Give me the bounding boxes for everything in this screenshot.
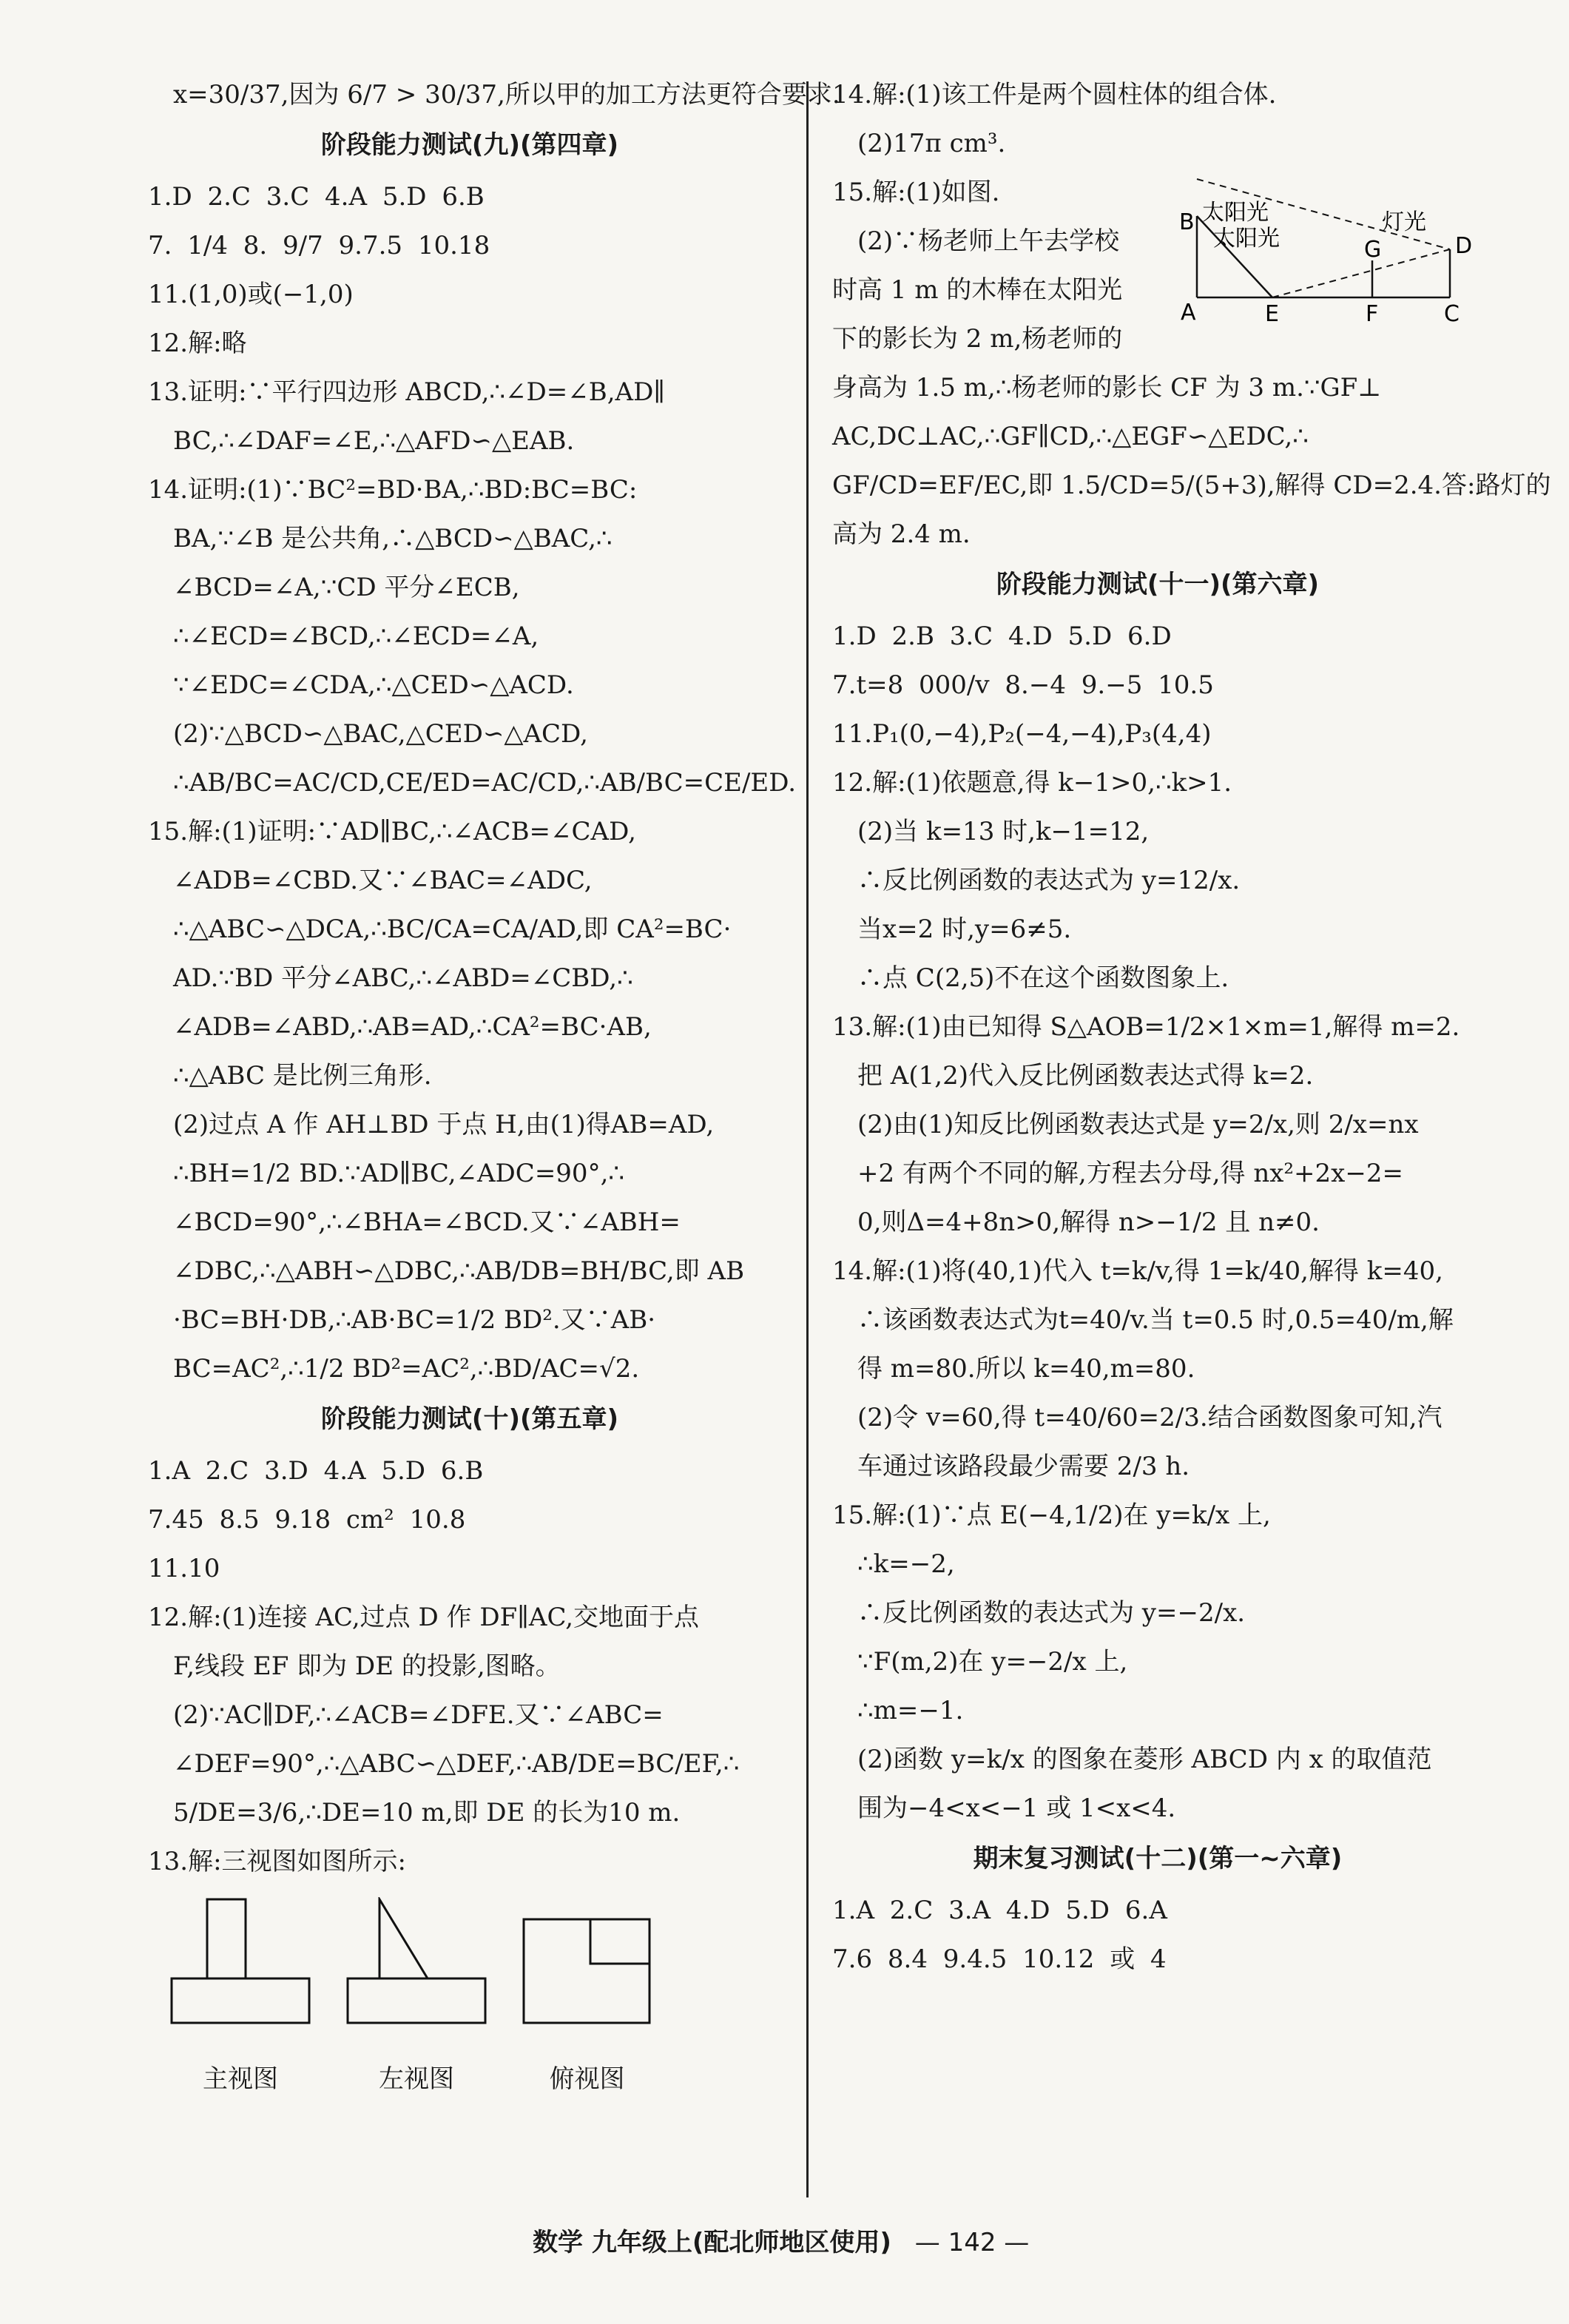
line: ∴∠ECD=∠BCD,∴∠ECD=∠A, [173,622,539,651]
page-footer [533,2222,1029,2258]
line: F,线段 EF 即为 DE 的投影,图略。 [173,1651,561,1681]
front-view-drawing [170,1897,311,2049]
point-g: G [1364,237,1382,263]
lamp-shadow-figure [1176,172,1472,327]
line: 12.解:(1)连接 AC,过点 D 作 DF∥AC,交地面于点 [148,1603,700,1632]
answer-row: 12.解:略 [148,329,247,358]
section-heading: 期末复习测试(十二)(第一~六章) [973,1844,1343,1873]
section-heading: 阶段能力测试(九)(第四章) [320,130,619,160]
line: ∴△ABC 是比例三角形. [173,1061,432,1091]
line: AD.∵BD 平分∠ABC,∴∠ABD=∠CBD,∴ [173,963,633,993]
line: 14.解:(1)该工件是两个圆柱体的组合体. [832,80,1277,110]
line: BA,∵∠B 是公共角,∴△BCD∽△BAC,∴ [173,524,613,553]
line: 12.解:(1)依题意,得 k−1>0,∴k>1. [832,768,1232,798]
line: 围为−4<x<−1 或 1<x<4. [857,1793,1176,1823]
line: (2)当 k=13 时,k−1=12, [857,817,1150,846]
line: ∴BH=1/2 BD.∵AD∥BC,∠ADC=90°,∴ [173,1159,625,1188]
page-number: — 142 — [914,2228,1030,2257]
front-view-label: 主视图 [203,2064,278,2094]
line: 14.解:(1)将(40,1)代入 t=k/v,得 1=k/40,解得 k=40, [832,1256,1443,1286]
answer-row: 1.A 2.C 3.A 4.D 5.D 6.A [832,1896,1167,1925]
section-heading: 阶段能力测试(十)(第五章) [320,1404,619,1434]
line: ∴AB/BC=AC/CD,CE/ED=AC/CD,∴AB/BC=CE/ED. [173,768,797,798]
line: ∠ADB=∠CBD.又∵∠BAC=∠ADC, [173,866,593,895]
lamp-light-label: 灯光 [1382,209,1426,235]
answer-row: 7. 1/4 8. 9/7 9.7.5 10.18 [148,231,490,260]
line: 高为 2.4 m. [832,519,971,549]
answer-row: 7.45 8.5 9.18 cm² 10.8 [148,1505,466,1535]
top-view-label: 俯视图 [549,2064,625,2094]
line: ∠DBC,∴△ABH∽△DBC,∴AB/DB=BH/BC,即 AB [173,1256,745,1286]
line: ∵∠EDC=∠CDA,∴△CED∽△ACD. [173,670,574,700]
line: ∴△ABC∽△DCA,∴BC/CA=CA/AD,即 CA²=BC· [173,915,732,944]
answer-row: 7.t=8 000/v 8.−4 9.−5 10.5 [832,670,1214,700]
line: (2)∵AC∥DF,∴∠ACB=∠DFE.又∵∠ABC= [173,1700,664,1730]
line: (2)函数 y=k/x 的图象在菱形 ABCD 内 x 的取值范 [857,1745,1432,1774]
line: ∠BCD=∠A,∵CD 平分∠ECB, [173,573,520,602]
line: ∴反比例函数的表达式为 y=12/x. [857,866,1241,895]
answer-row: 7.6 8.4 9.4.5 10.12 或 4 [832,1944,1167,1974]
line: (2)∵△BCD∽△BAC,△CED∽△ACD, [173,719,588,749]
line: ∴m=−1. [857,1696,964,1725]
point-e: E [1265,301,1279,327]
line: (2)过点 A 作 AH⊥BD 于点 H,由(1)得AB=AD, [173,1110,715,1139]
line: GF/CD=EF/EC,即 1.5/CD=5/(5+3),解得 CD=2.4.答:路灯的 [832,471,1551,500]
line: BC=AC²,∴1/2 BD²=AC²,∴BD/AC=√2. [173,1354,640,1384]
right-column [832,74,1551,1987]
line: 0,则Δ=4+8n>0,解得 n>−1/2 且 n≠0. [857,1208,1320,1237]
line: 车通过该路段最少需要 2/3 h. [857,1452,1190,1481]
answer-row: 11.10 [148,1554,220,1583]
line: 得 m=80.所以 k=40,m=80. [857,1354,1195,1384]
line: 13.解:三视图如图所示: [148,1847,406,1876]
line: 13.解:(1)由已知得 S△AOB=1/2×1×m=1,解得 m=2. [832,1012,1460,1042]
answer-row: 1.D 2.B 3.C 4.D 5.D 6.D [832,622,1172,651]
sunlight-label-1: 太阳光 [1202,200,1269,226]
line: 下的影长为 2 m,杨老师的 [832,324,1123,354]
line: ∴点 C(2,5)不在这个函数图象上. [857,963,1229,993]
point-b: B [1179,209,1195,235]
top-view-drawing [522,1897,652,2049]
point-f: F [1366,301,1379,327]
side-view-drawing [346,1897,487,2049]
answer-row: 11.(1,0)或(−1,0) [148,280,354,309]
line: 当x=2 时,y=6≠5. [857,915,1072,944]
line: x=30/37,因为 6/7 > 30/37,所以甲的加工方法更符合要求. [173,80,840,110]
line: 把 A(1,2)代入反比例函数表达式得 k=2. [857,1061,1314,1091]
line: AC,DC⊥AC,∴GF∥CD,∴△EGF∽△EDC,∴ [832,422,1309,451]
line: 15.解:(1)证明:∵AD∥BC,∴∠ACB=∠CAD, [148,817,636,846]
line: ·BC=BH·DB,∴AB·BC=1/2 BD².又∵AB· [173,1305,656,1335]
answer-row: 1.A 2.C 3.D 4.A 5.D 6.B [148,1456,484,1486]
line: (2)∵杨老师上午去学校 [857,226,1120,256]
line: ∠BCD=90°,∴∠BHA=∠BCD.又∵∠ABH= [173,1208,681,1237]
section-heading: 阶段能力测试(十一)(第六章) [996,570,1320,599]
side-view [346,1897,487,2095]
line: ∴k=−2, [857,1549,955,1579]
line: 15.解:(1)∵点 E(−4,1/2)在 y=k/x 上, [832,1501,1271,1530]
answer-row: 1.D 2.C 3.C 4.A 5.D 6.B [148,182,485,212]
answer-row: 11.P₁(0,−4),P₂(−4,−4),P₃(4,4) [832,719,1212,749]
line: BC,∴∠DAF=∠E,∴△AFD∽△EAB. [173,426,575,456]
top-view [522,1897,652,2095]
three-views-figure [170,1897,792,2095]
line: ∴反比例函数的表达式为 y=−2/x. [857,1598,1246,1628]
side-view-label: 左视图 [379,2064,454,2094]
sunlight-label-2: 太阳光 [1213,226,1280,252]
line: 14.证明:(1)∵BC²=BD·BA,∴BD:BC=BC: [148,475,638,505]
line: ∵F(m,2)在 y=−2/x 上, [857,1647,1128,1677]
line: 身高为 1.5 m,∴杨老师的影长 CF 为 3 m.∵GF⊥ [832,373,1382,403]
line: ∴该函数表达式为t=40/v.当 t=0.5 时,0.5=40/m,解 [857,1305,1454,1335]
line: 15.解:(1)如图. [832,178,1000,207]
front-view [170,1897,311,2095]
line: (2)令 v=60,得 t=40/60=2/3.结合函数图象可知,汽 [857,1403,1443,1432]
line: ∠DEF=90°,∴△ABC∽△DEF,∴AB/DE=BC/EF,∴ [173,1749,740,1779]
point-c: C [1444,301,1460,327]
point-a: A [1181,300,1196,326]
footer-subject: 数学 九年级上(配北师地区使用) [533,2228,891,2257]
line: +2 有两个不同的解,方程去分母,得 nx²+2x−2= [857,1159,1403,1188]
line: 13.证明:∵平行四边形 ABCD,∴∠D=∠B,AD∥ [148,377,666,407]
line: ∠ADB=∠ABD,∴AB=AD,∴CA²=BC·AB, [173,1012,652,1042]
left-column [148,74,840,2095]
column-divider [806,81,809,2197]
point-d: D [1455,233,1472,259]
line: (2)由(1)知反比例函数表达式是 y=2/x,则 2/x=nx [857,1110,1419,1139]
line: 时高 1 m 的木棒在太阳光 [832,275,1123,305]
line: (2)17π cm³. [857,129,1006,158]
line: 5/DE=3/6,∴DE=10 m,即 DE 的长为10 m. [173,1798,681,1828]
